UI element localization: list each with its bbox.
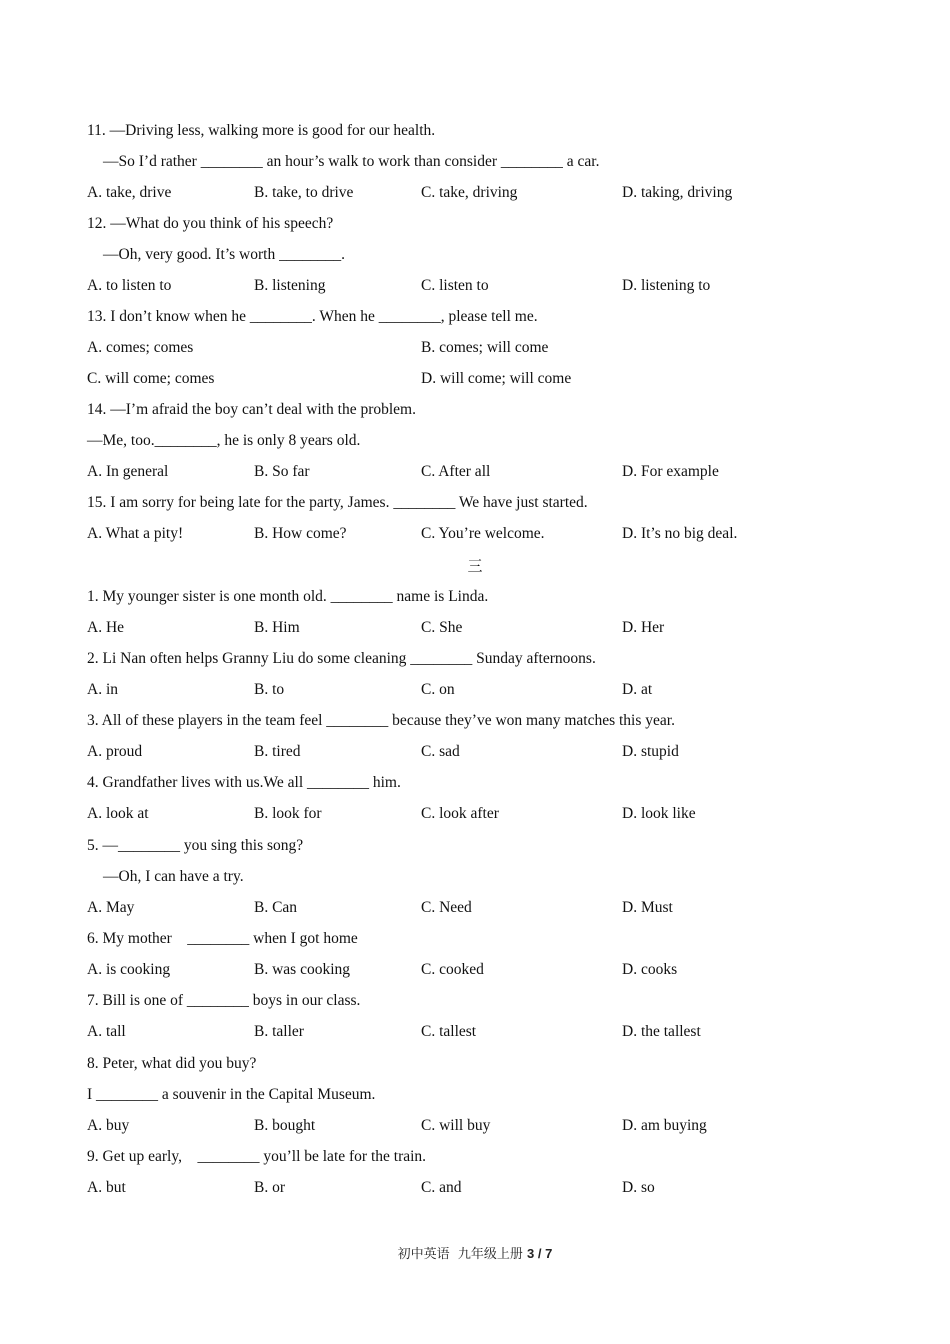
footer-text: 初中英语 九年级上册 <box>397 1247 528 1262</box>
q13-option-a: A. comes; comes <box>87 339 194 356</box>
q12-option-c: C. listen to <box>421 277 489 294</box>
q14-stem: 14. —I’m afraid the boy can’t deal with the problem. <box>87 401 416 418</box>
s3-q5-option-d: D. Must <box>622 899 673 916</box>
q14-option-d: D. For example <box>622 463 719 480</box>
s3-q3-option-b: B. tired <box>254 743 301 760</box>
q11-option-c: C. take, driving <box>421 184 518 201</box>
q12-stem: 12. —What do you think of his speech? <box>87 215 334 232</box>
s3-q8-option-d: D. am buying <box>622 1117 707 1134</box>
s3-q8-option-c: C. will buy <box>421 1117 491 1134</box>
s3-q2-stem: 2. Li Nan often helps Granny Liu do some cleaning ________ Sunday afternoons. <box>87 650 596 667</box>
s3-q7-option-a: A. tall <box>87 1023 126 1040</box>
s3-q7-option-d: D. the tallest <box>622 1023 701 1040</box>
q11-option-b: B. take, to drive <box>254 184 354 201</box>
page-number: 3 / 7 <box>527 1246 553 1261</box>
s3-q6-stem: 6. My mother ________ when I got home <box>87 930 358 947</box>
s3-q1-option-c: C. She <box>421 619 463 636</box>
q13-stem: 13. I don’t know when he ________. When he ________, please tell me. <box>87 308 538 325</box>
s3-q9-option-c: C. and <box>421 1179 462 1196</box>
s3-q6-option-a: A. is cooking <box>87 961 171 978</box>
s3-q9-option-b: B. or <box>254 1179 285 1196</box>
q15-stem: 15. I am sorry for being late for the party, James. ________ We have just started. <box>87 494 588 511</box>
s3-q8-option-b: B. bought <box>254 1117 316 1134</box>
s3-q3-option-a: A. proud <box>87 743 143 760</box>
q14-option-c: C. After all <box>421 463 491 480</box>
s3-q7-option-c: C. tallest <box>421 1023 477 1040</box>
s3-q5-stem: 5. —________ you sing this song? <box>87 837 304 854</box>
s3-q2-option-b: B. to <box>254 681 285 698</box>
s3-q1-option-d: D. Her <box>622 619 665 636</box>
q12-option-b: B. listening <box>254 277 326 294</box>
s3-q4-option-d: D. look like <box>622 805 696 822</box>
q12-reply: —Oh, very good. It’s worth ________. <box>103 246 345 263</box>
section-heading: 三 <box>467 557 483 575</box>
q14-option-a: A. In general <box>87 463 169 480</box>
s3-q6-option-d: D. cooks <box>622 961 678 978</box>
s3-q4-option-a: A. look at <box>87 805 149 822</box>
q15-option-b: B. How come? <box>254 525 347 542</box>
s3-q2-option-c: C. on <box>421 681 455 698</box>
q15-option-c: C. You’re welcome. <box>421 525 545 542</box>
q11-option-a: A. take, drive <box>87 184 172 201</box>
s3-q7-option-b: B. taller <box>254 1023 304 1040</box>
q12-option-d: D. listening to <box>622 277 711 294</box>
q11-stem: 11. —Driving less, walking more is good for our health. <box>87 122 436 139</box>
s3-q6-option-c: C. cooked <box>421 961 484 978</box>
q15-option-d: D. It’s no big deal. <box>622 525 738 542</box>
s3-q8-reply: I ________ a souvenir in the Capital Museum. <box>87 1086 376 1103</box>
s3-q3-stem: 3. All of these players in the team feel ________ because they’ve won many matches this year. <box>87 712 675 729</box>
s3-q8-option-a: A. buy <box>87 1117 130 1134</box>
s3-q2-option-d: D. at <box>622 681 653 698</box>
q14-option-b: B. So far <box>254 463 310 480</box>
s3-q4-stem: 4. Grandfather lives with us.We all ________ him. <box>87 774 401 791</box>
s3-q4-option-c: C. look after <box>421 805 499 822</box>
s3-q6-option-b: B. was cooking <box>254 961 351 978</box>
s3-q5-option-c: C. Need <box>421 899 472 916</box>
s3-q7-stem: 7. Bill is one of ________ boys in our class. <box>87 992 361 1009</box>
q14-reply: —Me, too.________, he is only 8 years old. <box>87 432 361 449</box>
s3-q9-option-d: D. so <box>622 1179 655 1196</box>
s3-q3-option-d: D. stupid <box>622 743 679 760</box>
q13-option-c: C. will come; comes <box>87 370 215 387</box>
s3-q4-option-b: B. look for <box>254 805 322 822</box>
q11-reply: —So I’d rather ________ an hour’s walk to work than consider ________ a car. <box>103 153 600 170</box>
q12-option-a: A. to listen to <box>87 277 172 294</box>
s3-q5-reply: —Oh, I can have a try. <box>103 868 244 885</box>
q11-option-d: D. taking, driving <box>622 184 733 201</box>
s3-q1-stem: 1. My younger sister is one month old. ________ name is Linda. <box>87 588 489 605</box>
s3-q9-option-a: A. but <box>87 1179 126 1196</box>
q13-option-d: D. will come; will come <box>421 370 572 387</box>
s3-q1-option-a: A. He <box>87 619 125 636</box>
s3-q2-option-a: A. in <box>87 681 118 698</box>
page-footer <box>0 1244 950 1264</box>
s3-q5-option-a: A. May <box>87 899 135 916</box>
s3-q1-option-b: B. Him <box>254 619 300 636</box>
s3-q5-option-b: B. Can <box>254 899 298 916</box>
s3-q8-stem: 8. Peter, what did you buy? <box>87 1055 257 1072</box>
q15-option-a: A. What a pity! <box>87 525 184 542</box>
q13-option-b: B. comes; will come <box>421 339 549 356</box>
s3-q9-stem: 9. Get up early, ________ you’ll be late for the train. <box>87 1148 427 1165</box>
s3-q3-option-c: C. sad <box>421 743 460 760</box>
